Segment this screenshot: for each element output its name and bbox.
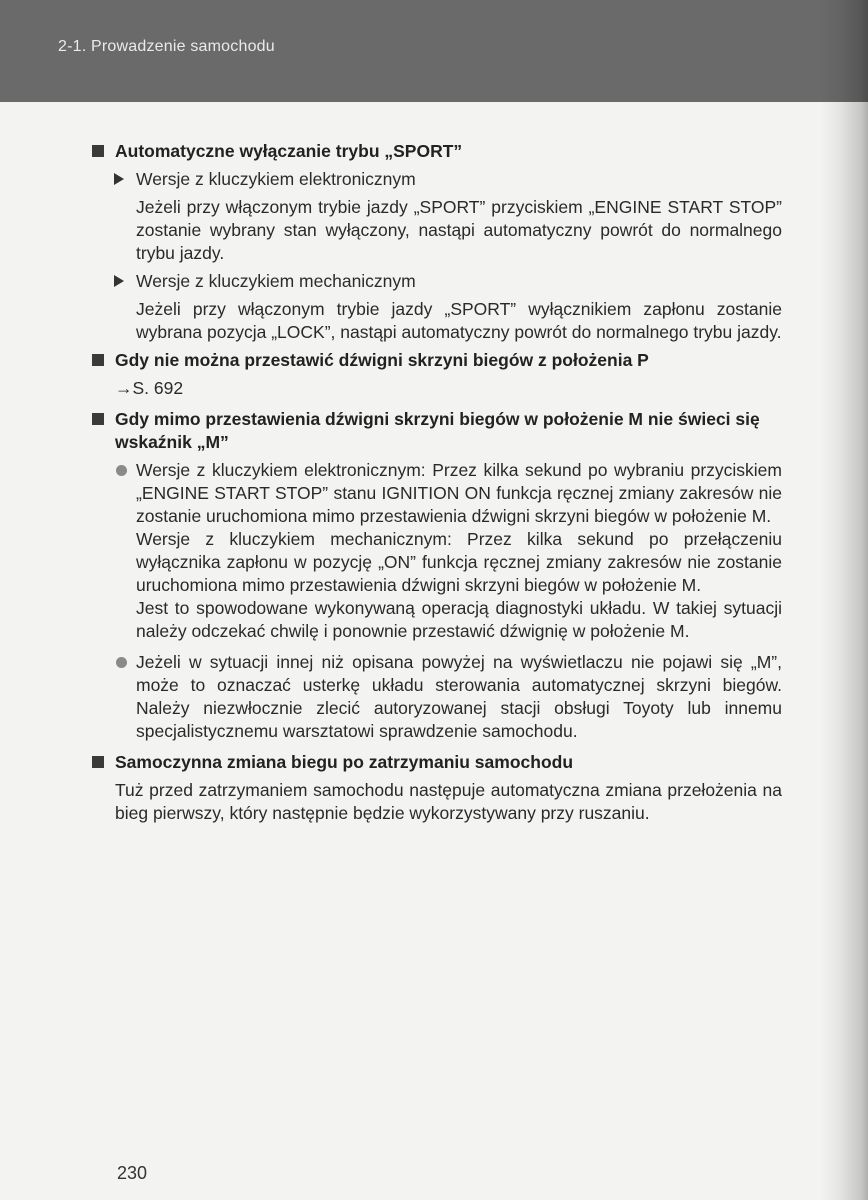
page-edge-shadow xyxy=(820,0,868,1200)
square-bullet-icon xyxy=(92,145,104,157)
subheading-mechanical-key: Wersje z kluczykiem mechanicznym xyxy=(92,270,782,293)
page-reference: →S. 692 xyxy=(115,378,184,398)
list-item: Jeżeli w sytuacji innej niż opisana powyżej na wyświetlaczu nie pojawi się „M”, może to oznaczać usterkę układu sterowania automatycznej skrzyni biegów. Należy niezwłocznie zlecić autoryzowanej stacji obsługi Toyoty lub innemu specjalistycznemu warsztatowi sprawdzenie samochodu. xyxy=(92,651,782,743)
page-header xyxy=(0,0,868,102)
square-bullet-icon xyxy=(92,413,104,425)
subheading-electronic-key: Wersje z kluczykiem elektronicznym xyxy=(92,168,782,191)
heading-m-indicator: Gdy mimo przestawienia dźwigni skrzyni biegów w położenie M nie świeci się wskaźnik „M” xyxy=(92,408,782,454)
section-title: 2-1. Prowadzenie samochodu xyxy=(58,38,275,55)
square-bullet-icon xyxy=(92,354,104,366)
page-number: 230 xyxy=(117,1163,148,1183)
heading-auto-downshift: Samoczynna zmiana biegu po zatrzymaniu samochodu xyxy=(92,751,782,774)
paragraph: Tuż przed zatrzymaniem samochodu następuje automatyczna zmiana przełożenia na bieg pierwszy, który następnie będzie wykorzystywany przy ruszaniu. xyxy=(115,780,782,823)
round-bullet-icon xyxy=(116,465,127,476)
page-content xyxy=(92,140,782,825)
square-bullet-icon xyxy=(92,756,104,768)
paragraph: Jeżeli przy włączonym trybie jazdy „SPORT” przyciskiem „ENGINE START STOP” zostanie wybrany stan wyłączony, nastąpi automatyczny powrót do normalnego trybu jazdy. xyxy=(136,197,782,263)
list-item: Wersje z kluczykiem elektronicznym: Przez kilka sekund po wybraniu przyciskiem „ENGINE START STOP” stanu IGNITION ON funkcja ręcznej zmiany zakresów nie zostanie uruchomiona mimo przestawienia dźwigni skrzyni biegów w położenie M. Wersje z kluczykiem mechanicznym: Przez kilka sekund po przełączeniu wyłącznika zapłonu w pozycję „ON” funkcja ręcznej zmiany zakresów nie zostanie uruchomiona mimo przestawienia dźwigni skrzyni biegów w położenie M. Jest to spowodowane wykonywaną operacją diagnostyki układu. W takiej sytuacji należy odczekać chwilę i ponownie przestawić dźwignię w położenie M. xyxy=(92,459,782,643)
heading-shift-from-p: Gdy nie można przestawić dźwigni skrzyni biegów z położenia P xyxy=(92,349,782,372)
paragraph: Jeżeli przy włączonym trybie jazdy „SPORT” wyłącznikiem zapłonu zostanie wybrana pozycja „LOCK”, nastąpi automatyczny powrót do normalnego trybu jazdy. xyxy=(136,299,782,342)
triangle-bullet-icon xyxy=(114,275,124,287)
heading-sport-auto-off: Automatyczne wyłączanie trybu „SPORT” xyxy=(92,140,782,163)
triangle-bullet-icon xyxy=(114,173,124,185)
round-bullet-icon xyxy=(116,657,127,668)
